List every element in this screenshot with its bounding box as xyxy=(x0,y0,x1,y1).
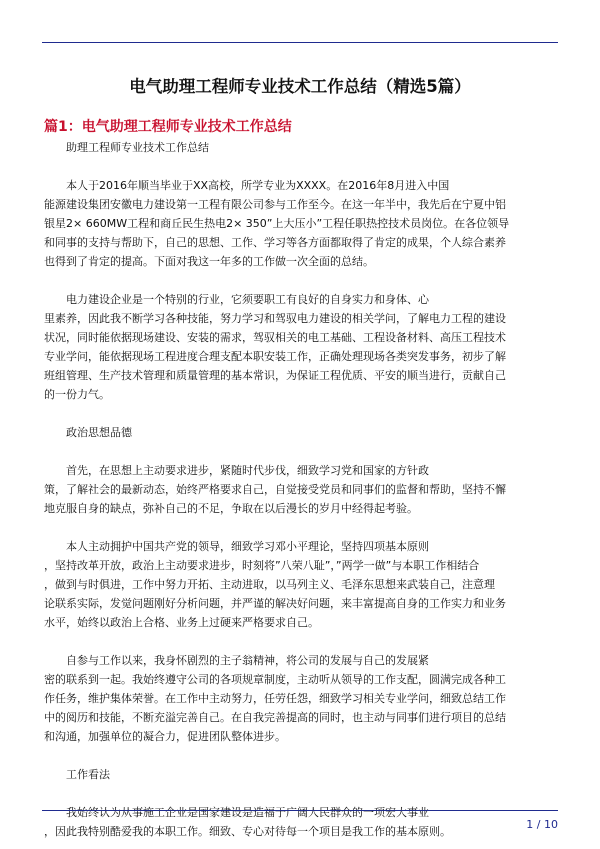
paragraph-line: 班组管理、生产技术管理和质量管理的基本常识，为保证工程优质、平安的顺当进行，贡献自己 xyxy=(44,369,506,382)
footer-rule xyxy=(42,810,558,811)
paragraph-line: 密的联系到一起。我始终遵守公司的各项规章制度，主动听从领导的工作支配，圆满完成各种工 xyxy=(44,673,506,686)
paragraph-line: ，因此我特别酷爱我的本职工作。细致、专心对待每一个项目是我工作的基本原则。 xyxy=(44,825,451,838)
subtitle-line: 助理工程师专业技术工作总结 xyxy=(66,141,209,154)
blank-line xyxy=(44,271,564,290)
section-heading: 篇1：电气助理工程师专业技术工作总结 xyxy=(44,119,292,135)
paragraph-line: 地克服自身的缺点，弥补自己的不足，争取在以后漫长的岁月中经得起考验。 xyxy=(44,502,418,515)
blank-line xyxy=(44,442,564,461)
paragraph-line: 电力建设企业是一个特别的行业，它须要职工有良好的自身实力和身体、心 xyxy=(66,293,429,306)
paragraph-line: 自参与工作以来，我身怀剧烈的主子翁精神，将公司的发展与自己的发展紧 xyxy=(66,654,429,667)
paragraph-line: 和同事的支持与帮助下，自己的思想、工作、学习等各方面都取得了肯定的成果，个人综合素养 xyxy=(44,236,506,249)
paragraph-line: 的一份力气。 xyxy=(44,388,110,401)
paragraph-line: ，做到与时俱进，工作中努力开拓、主动进取，以马列主义、毛泽东思想来武装自己，注意理 xyxy=(44,578,495,591)
blank-line xyxy=(44,632,564,651)
paragraph-line: 首先，在思想上主动要求进步，紧随时代步伐，细致学习党和国家的方针政 xyxy=(66,464,429,477)
subheading-line: 政治思想品德 xyxy=(66,426,132,439)
paragraph-line: 论联系实际，发觉问题刚好分析问题，并严谨的解决好问题，来丰富提高自身的工作实力和业务 xyxy=(44,597,506,610)
body-text xyxy=(44,138,564,841)
paragraph-line: 水平，始终以政治上合格、业务上过硬来严格要求自己。 xyxy=(44,616,319,629)
paragraph-line: 本人主动拥护中国共产党的领导，细致学习邓小平理论，坚持四项基本原则 xyxy=(66,540,429,553)
paragraph-line: 中的阅历和技能，不断充溢完善自己。在自我完善提高的同时，也主动与同事们进行项目的总结 xyxy=(44,711,506,724)
paragraph-line: 和沟通，加强单位的凝合力，促进团队整体进步。 xyxy=(44,730,286,743)
subheading-line: 工作看法 xyxy=(66,768,110,781)
blank-line xyxy=(44,518,564,537)
blank-line xyxy=(44,157,564,176)
paragraph-line: 银星2× 660MW工程和商丘民生热电2× 350”上大压小”工程任职热控技术员岗位。在各位领导 xyxy=(44,217,510,230)
paragraph-line: 专业学问，能依据现场工程进度合理支配本职安装工作，正确处理现场各类突发事务，初步了解 xyxy=(44,350,506,363)
paragraph-line: 里素养，因此我不断学习各种技能，努力学习和驾驭电力建设的相关学问，了解电力工程的建设 xyxy=(44,312,506,325)
paragraph-line: 状况，同时能依据现场建设、安装的需求，驾驭相关的电工基础、工程设备材料、高压工程技术 xyxy=(44,331,506,344)
paragraph-line: 能源建设集团安徽电力建设第一工程有限公司参与工作至今。在这一年半中，我先后在宁夏中铝 xyxy=(44,198,506,211)
page-number: 1 / 10 xyxy=(526,818,558,831)
paragraph-line: 本人于2016年顺当毕业于XX高校，所学专业为XXXX。在2016年8月进入中国 xyxy=(66,179,450,192)
paragraph-line: 策，了解社会的最新动态，始终严格要求自己，自觉接受党员和同事们的监督和帮助，坚持不懈 xyxy=(44,483,506,496)
header-rule xyxy=(42,42,558,43)
paragraph-line: 作任务，维护集体荣誉。在工作中主动努力，任劳任怨，细致学习相关专业学问，细致总结工作 xyxy=(44,692,506,705)
blank-line xyxy=(44,746,564,765)
page-title: 电气助理工程师专业技术工作总结（精选5篇） xyxy=(129,77,471,96)
paragraph-line: 也得到了肯定的提高。下面对我这一年多的工作做一次全面的总结。 xyxy=(44,255,374,268)
blank-line xyxy=(44,404,564,423)
paragraph-line: ，坚持改革开放，政治上主动要求进步，时刻将”八荣八耻”，”两学一做”与本职工作相结合 xyxy=(44,559,480,572)
paragraph-line: 我始终认为从事施工企业是国家建设是造福于广阔人民群众的一项宏大事业 xyxy=(66,806,429,819)
blank-line xyxy=(44,784,564,803)
